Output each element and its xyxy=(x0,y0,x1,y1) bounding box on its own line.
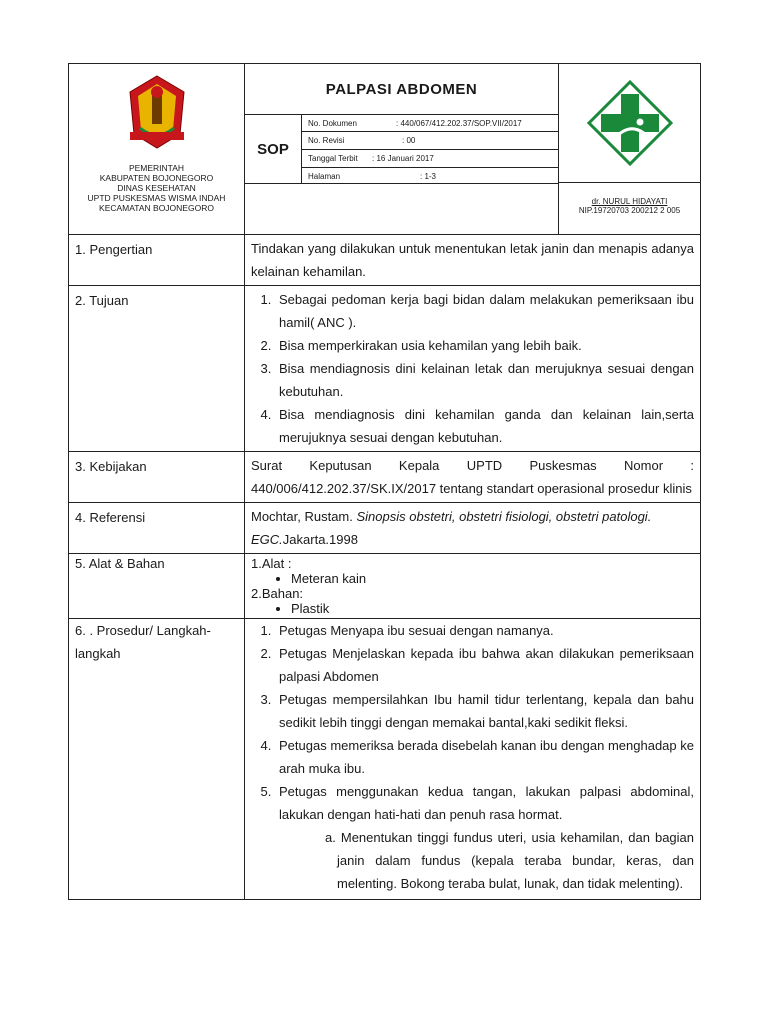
alat-heading: 1.Alat : xyxy=(251,556,292,571)
puskesmas-logo xyxy=(585,78,675,168)
inst-line: PEMERINTAH xyxy=(128,163,185,173)
header-middle xyxy=(245,64,559,235)
ref-publisher: Jakarta.1998 xyxy=(282,532,358,547)
row-label: 2. Tujuan xyxy=(69,286,245,452)
kabupaten-logo xyxy=(122,72,192,152)
meta-label: No. Dokumen xyxy=(308,118,357,128)
signer-nip: NIP.19720703 200212 2 005 xyxy=(578,206,681,215)
list-item: 5. Petugas menggunakan kedua tangan, lakukan palpasi abdominal, lakukan dengan hati-hati dan penuh rasa hormat. xyxy=(275,780,694,826)
inst-line: KECAMATAN BOJONEGORO xyxy=(99,203,214,213)
row-alat-bahan xyxy=(69,554,701,619)
row-kebijakan xyxy=(69,452,701,503)
meta-value: : 00 xyxy=(402,136,416,145)
row-label: 4. Referensi xyxy=(69,503,245,554)
sop-document xyxy=(68,63,700,900)
puskesmas-logo-cell xyxy=(559,64,701,235)
list-item: 1. Petugas Menyapa ibu sesuai dengan namanya. xyxy=(275,619,694,642)
meta-label: Halaman xyxy=(308,172,341,181)
ref-title: Sinopsis obstetri, obstetri fisiologi, obstetri patologi. EGC. xyxy=(251,509,652,547)
row-content: Surat Keputusan Kepala UPTD Puskesmas Nomor : 440/006/412.202.37/SK.IX/2017 tentang standart operasional prosedur klinis xyxy=(245,452,701,503)
row-content xyxy=(245,503,701,554)
row-label: 1. Pengertian xyxy=(69,235,245,286)
inst-line: UPTD PUSKESMAS WISMA INDAH xyxy=(87,193,226,203)
bahan-heading: 2.Bahan: xyxy=(251,586,304,601)
row-tujuan xyxy=(69,286,701,452)
meta-value: : 440/067/412.202.37/SOP.VII/2017 xyxy=(396,118,522,128)
row-content xyxy=(245,286,701,452)
row-prosedur xyxy=(69,619,701,900)
sop-label: SOP xyxy=(257,140,289,158)
list-item: 1. Sebagai pedoman kerja bagi bidan dalam melakukan pemeriksaan ibu hamil( ANC ). xyxy=(275,288,694,334)
row-content xyxy=(245,554,701,619)
sub-step-a: a. Menentukan tinggi fundus uteri, usia kehamilan, dan bagian janin dalam fundus (kepala teraba bundar, keras, dan melenting. Bokong teraba bulat, lunak, dan tidak melenting). xyxy=(325,830,695,891)
inst-line: KABUPATEN BOJONEGORO xyxy=(99,173,214,183)
inst-line: DINAS KESEHATAN xyxy=(117,183,196,193)
signature-block xyxy=(559,183,700,215)
institution-cell xyxy=(69,64,245,235)
document-title: PALPASI ABDOMEN xyxy=(325,80,478,98)
row-content: Tindakan yang dilakukan untuk menentukan letak janin dan menapis adanya kelainan kehamilan. xyxy=(245,235,701,286)
row-pengertian xyxy=(69,235,701,286)
list-item: 4. Bisa mendiagnosis dini kehamilan ganda dan kelainan lain,serta merujuknya sesuai dengan kebutuhan. xyxy=(275,403,694,449)
signer-name: dr. NURUL HIDAYATI xyxy=(591,197,668,206)
row-label: 5. Alat & Bahan xyxy=(69,554,245,619)
row-referensi xyxy=(69,503,701,554)
list-item: • Meteran kain xyxy=(291,571,694,586)
row-content xyxy=(245,619,701,900)
ref-author: Mochtar, Rustam. xyxy=(251,509,357,524)
meta-value: : 1-3 xyxy=(420,172,437,181)
sop-table xyxy=(68,63,701,900)
row-label: 6. . Prosedur/ Langkah-langkah xyxy=(69,619,245,900)
list-item: 4. Petugas memeriksa berada disebelah kanan ibu dengan menghadap ke arah muka ibu. xyxy=(275,734,694,780)
list-item: 2. Bisa memperkirakan usia kehamilan yang lebih baik. xyxy=(275,334,694,357)
institution-name xyxy=(69,163,244,213)
document-meta xyxy=(302,115,558,183)
row-label: 3. Kebijakan xyxy=(69,452,245,503)
list-item: 3. Bisa mendiagnosis dini kelainan letak dan merujuknya sesuai dengan kebutuhan. xyxy=(275,357,694,403)
meta-label: No. Revisi xyxy=(308,136,345,145)
list-item: 2. Petugas Menjelaskan kepada ibu bahwa akan dilakukan pemeriksaan palpasi Abdomen xyxy=(275,642,694,688)
meta-value: : 16 Januari 2017 xyxy=(372,154,434,163)
list-item: 3. Petugas mempersilahkan Ibu hamil tidur terlentang, kepala dan bahu sedikit lebih tinggi dengan memakai bantal,kaki sedikit fleksi. xyxy=(275,688,694,734)
list-item: • Plastik xyxy=(291,601,694,616)
meta-label: Tanggal Terbit xyxy=(308,154,358,163)
